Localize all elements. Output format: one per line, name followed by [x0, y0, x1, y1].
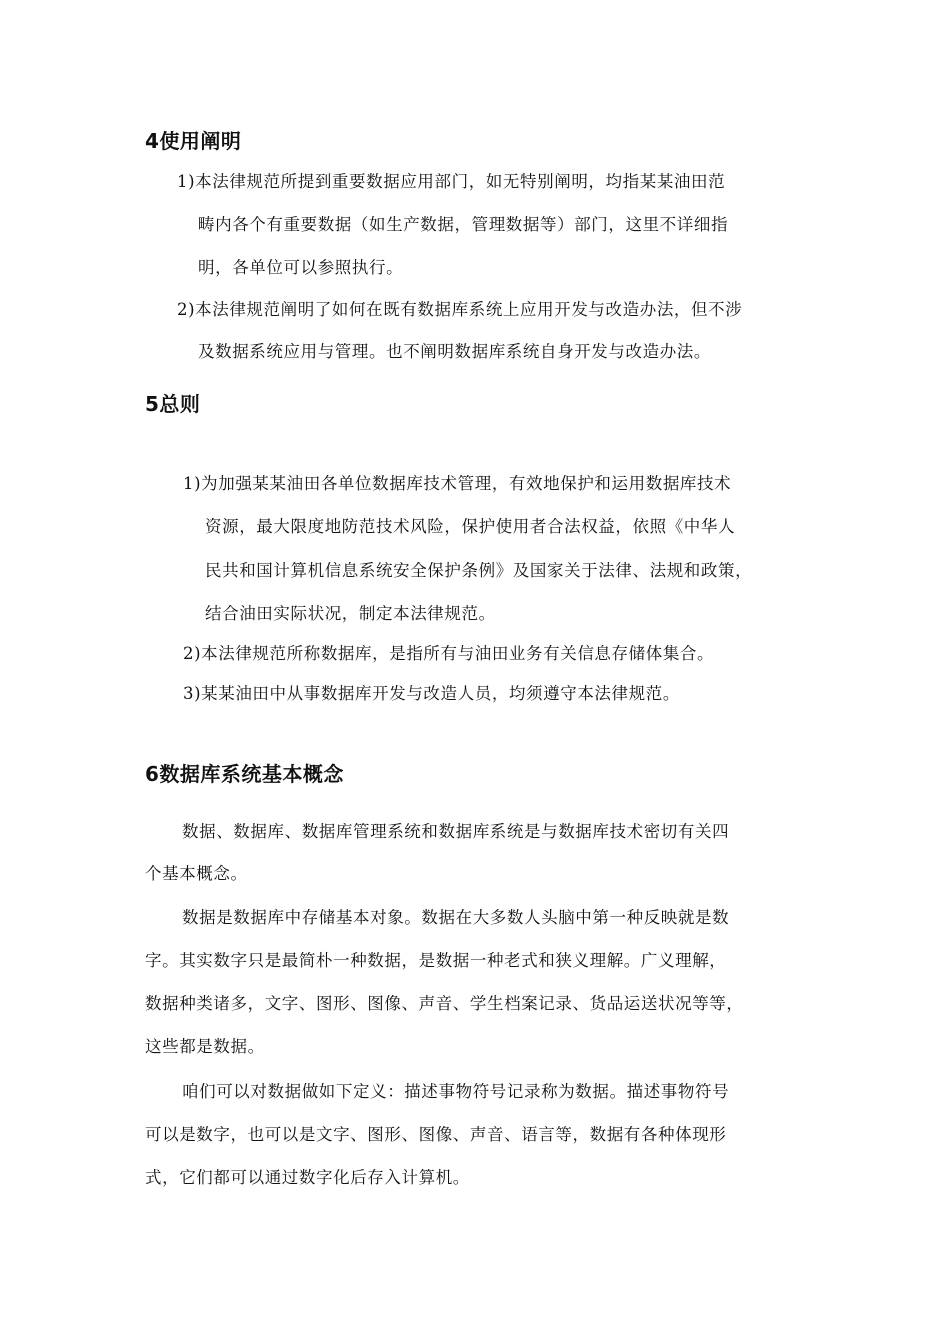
text-line: 结合油田实际状况，制定本法律规范。	[205, 604, 496, 623]
text-line: 资源，最大限度地防范技术风险，保护使用者合法权益，依照《中华人	[205, 517, 736, 536]
text-line: 个基本概念。	[145, 864, 248, 883]
text-line: 数据种类诸多，文字、图形、图像、声音、学生档案记录、货品运送状况等等，	[145, 994, 744, 1013]
text-line: 式，它们都可以通过数字化后存入计算机。	[145, 1168, 470, 1187]
section-heading-general-provisions: 5总则	[145, 392, 201, 416]
text-line: 这些都是数据。	[145, 1037, 265, 1056]
text-line: 畴内各个有重要数据（如生产数据，管理数据等）部门，这里不详细指	[198, 215, 729, 234]
text-line: 咱们可以对数据做如下定义：描述事物符号记录称为数据。描述事物符号	[182, 1082, 730, 1101]
text-line: 数据、数据库、数据库管理系统和数据库系统是与数据库技术密切有关四	[182, 822, 730, 841]
text-line: 3)某某油田中从事数据库开发与改造人员，均须遵守本法律规范。	[183, 684, 680, 703]
text-line: 1)为加强某某油田各单位数据库技术管理，有效地保护和运用数据库技术	[183, 474, 732, 493]
text-line: 2)本法律规范所称数据库，是指所有与油田业务有关信息存储体集合。	[183, 644, 715, 663]
text-line: 2)本法律规范阐明了如何在既有数据库系统上应用开发与改造办法，但不涉	[177, 300, 743, 319]
text-line: 数据是数据库中存储基本对象。数据在大多数人头脑中第一种反映就是数	[182, 908, 730, 927]
text-line: 民共和国计算机信息系统安全保护条例》及国家关于法律、法规和政策，	[205, 561, 753, 580]
section-heading-usage-notes: 4使用阐明	[145, 129, 242, 153]
text-line: 及数据系统应用与管理。也不阐明数据库系统自身开发与改造办法。	[198, 342, 711, 361]
text-line: 字。其实数字只是最简朴一种数据，是数据一种老式和狭义理解。广义理解，	[145, 951, 727, 970]
text-line: 可以是数字，也可以是文字、图形、图像、声音、语言等，数据有各种体现形	[145, 1125, 727, 1144]
text-line: 明，各单位可以参照执行。	[198, 258, 404, 277]
section-heading-database-concepts: 6数据库系统基本概念	[145, 762, 344, 786]
text-line: 1)本法律规范所提到重要数据应用部门，如无特别阐明，均指某某油田范	[177, 172, 726, 191]
